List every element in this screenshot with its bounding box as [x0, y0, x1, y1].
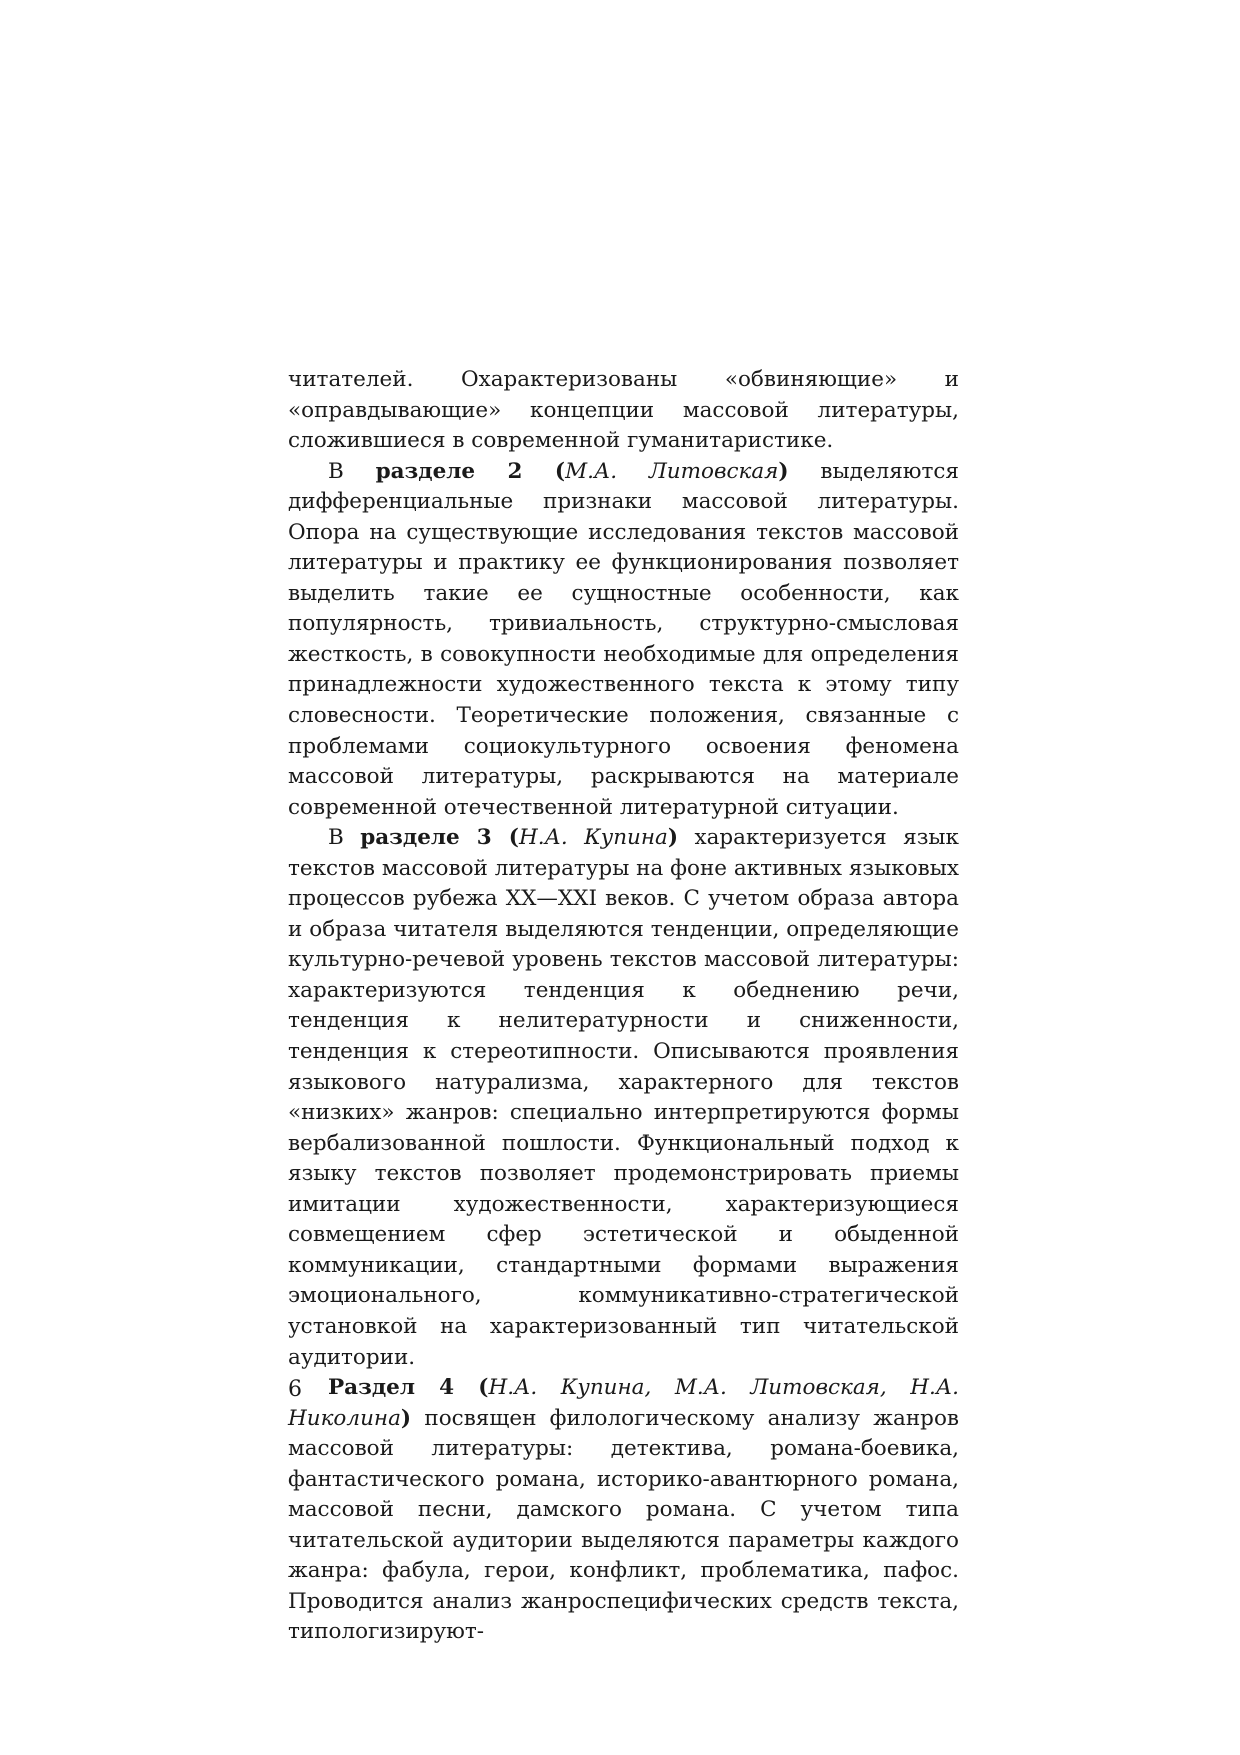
paragraph — [288, 1373, 959, 1648]
page-number: 6 — [288, 1377, 302, 1402]
italic-run: Н.А. Купина, М.А. Литовская, Н.А. Николина — [288, 1375, 959, 1431]
bold-run: ) — [778, 458, 789, 484]
italic-run: М.А. Литовская — [565, 458, 779, 484]
bold-run: ( — [454, 1375, 489, 1401]
text-run: В — [328, 825, 361, 851]
bold-run: ( — [491, 825, 519, 851]
bold-run: разделе 2 — [375, 458, 523, 484]
bold-run: ( — [522, 458, 566, 484]
paragraph — [288, 365, 959, 457]
paragraph — [288, 457, 959, 824]
text-run: читателей. Охарактеризованы «обвиняющие» и «оправдывающие» концепции массовой литературы, сложившиеся в современной гуманитаристике. — [288, 367, 959, 454]
italic-run: Н.А. Купина — [518, 825, 668, 851]
paragraph — [288, 823, 959, 1373]
bold-run: ) — [400, 1405, 412, 1431]
text-run: В — [328, 458, 376, 484]
bold-run: ) — [667, 825, 679, 851]
bold-run: разделе 3 — [360, 825, 492, 851]
text-run: характеризуется язык текстов массовой литературы на фоне активных языковых процессов рубежа XX—XXI веков. С учетом образа автора и образа читателя выделяются тенденции, определяющие культурно-речевой уровень текстов массовой литературы: характеризуются тенденция к обеднению речи, тенденция к нелитературности и сниженности, тенденция к стереотипности. Описываются проявления языкового натурализма, характерного для текстов «низких» жанров: специально интерпретируются формы вербализованной пошлости. Функциональный подход к языку текстов позволяет продемонстрировать приемы имитации художественности, характеризующиеся совмещением сфер эстетической и обыденной коммуникации, стандартными формами выражения эмоционального, коммуникативно-стратегической установкой на характеризованный тип читательской аудитории. — [288, 825, 959, 1370]
text-run: посвящен филологическому анализу жанров массовой литературы: детектива, романа-боевика, фантастического романа, историко-авантюрного романа, массовой песни, дамского романа. С учетом типа читательской аудитории выделяются параметры каждого жанра: фабула, герои, конфликт, проблематика, пафос. Проводится анализ жанроспецифических средств текста, типологизируют- — [288, 1405, 959, 1645]
page-body — [288, 365, 959, 1648]
bold-run: Раздел 4 — [328, 1375, 455, 1401]
text-run: выделяются дифференциальные признаки массовой литературы. Опора на существующие исследования текстов массовой литературы и практику ее функционирования позволяет выделить такие ее сущностные особенности, как популярность, тривиальность, структурно-смысловая жесткость, в совокупности необходимые для определения принадлежности художественного текста к этому типу словесности. Теоретические положения, связанные с проблемами социокультурного освоения феномена массовой литературы, раскрываются на материале современной отечественной литературной ситуации. — [288, 458, 959, 820]
